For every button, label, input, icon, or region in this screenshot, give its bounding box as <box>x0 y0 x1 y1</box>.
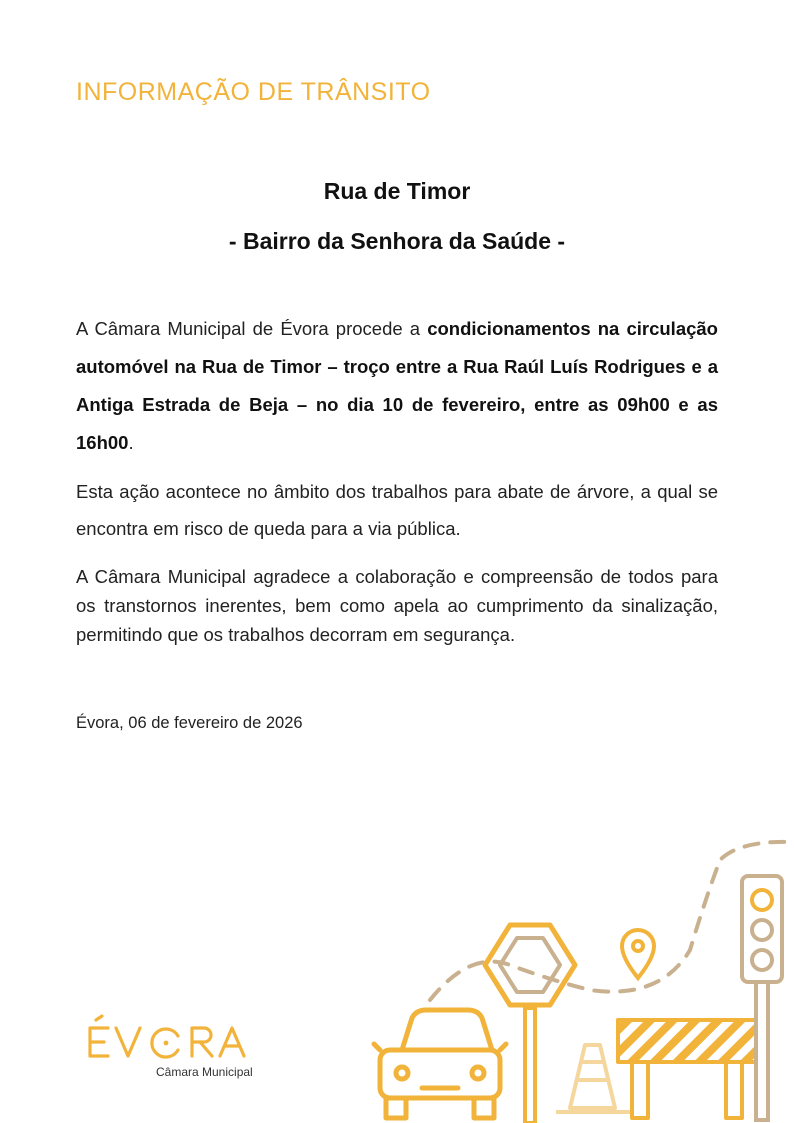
logo-subtitle: Câmara Municipal <box>156 1065 253 1079</box>
car-icon <box>374 1010 506 1118</box>
paragraph-thanks: A Câmara Municipal agradece a colaboração e compreensão de todos para os transtornos inerentes, bem como apela ao cumprimento da sinalização, permitindo que os trabalhos decorram em segurança. <box>76 566 718 645</box>
date-line: Évora, 06 de fevereiro de 2026 <box>76 714 303 732</box>
street-title: Rua de Timor <box>323 178 471 204</box>
traffic-light-icon <box>742 876 782 1120</box>
traffic-illustration <box>360 830 794 1123</box>
dashed-road-path <box>430 842 794 1000</box>
page-header: INFORMAÇÃO DE TRÂNSITO <box>76 78 431 106</box>
paragraph-reason: Esta ação acontece no âmbito dos trabalhos para abate de árvore, a qual se encontra em risco de queda para a via pública. <box>76 481 718 539</box>
paragraph-end: . <box>128 432 134 453</box>
neighborhood-subtitle: - Bairro da Senhora da Saúde - <box>228 228 566 254</box>
road-barrier-icon <box>618 1020 756 1118</box>
location-pin-icon <box>622 930 654 978</box>
paragraph-intro: A Câmara Municipal de Évora procede a <box>76 318 428 339</box>
restriction-details: condicionamentos na circulação automóvel na Rua de Timor – troço entre a Rua Raúl Luís Rodrigues e a Antiga Estrada de Beja – no dia 10 de fevereiro, entre as 09h00 e as 16h00 <box>76 318 718 453</box>
paragraph-restrictions <box>76 310 718 462</box>
